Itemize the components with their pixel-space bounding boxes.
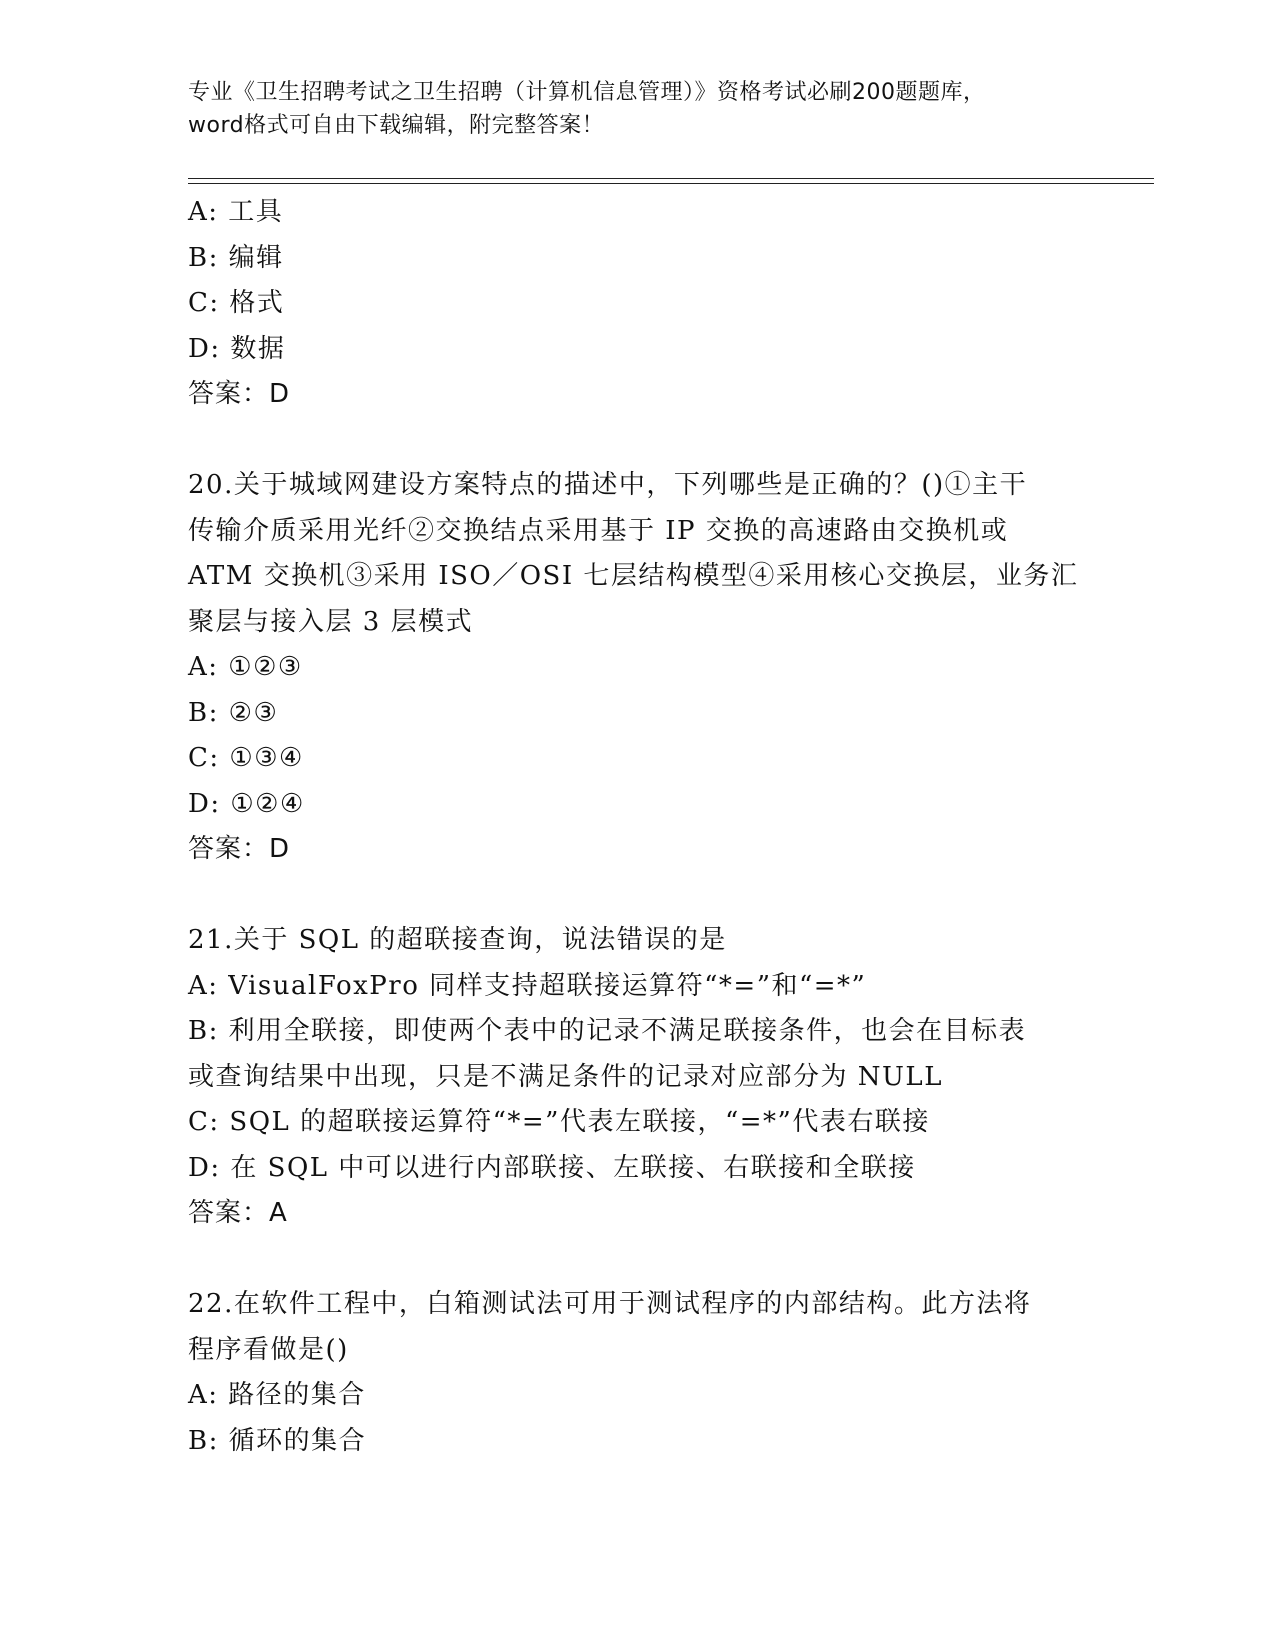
q22-option-a: A: 路径的集合 bbox=[188, 1380, 366, 1410]
question-22 bbox=[188, 1282, 1088, 1464]
q22-option-b: B: 循环的集合 bbox=[188, 1425, 367, 1456]
q21-option-c: C: SQL 的超联接运算符“*=”代表左联接，“=*”代表右联接 bbox=[188, 1107, 930, 1137]
q20-stem bbox=[188, 463, 1088, 645]
q19-option-b: B: 编辑 bbox=[188, 242, 284, 273]
question-19 bbox=[188, 190, 1088, 418]
q20-option-b: B: ②③ bbox=[188, 697, 279, 728]
q21-answer: 答案：A bbox=[188, 1198, 288, 1228]
q19-answer: 答案：D bbox=[188, 379, 291, 409]
header-divider-top bbox=[188, 178, 1154, 179]
q20-answer: 答案：D bbox=[188, 834, 291, 864]
q22-stem bbox=[188, 1282, 1088, 1373]
header-line-2: word格式可自由下载编辑，附完整答案！ bbox=[188, 113, 605, 138]
q20-stem-line-4: 聚层与接入层 3 层模式 bbox=[188, 606, 474, 637]
q22-stem-line-2: 程序看做是() bbox=[188, 1334, 349, 1365]
q20-option-d: D: ①②④ bbox=[188, 788, 305, 819]
header-line-1: 专业《卫生招聘考试之卫生招聘（计算机信息管理）》资格考试必刷200题题库， bbox=[188, 80, 986, 105]
q21-option-b-continued: 或查询结果中出现，只是不满足条件的记录对应部分为 NULL bbox=[188, 1061, 943, 1092]
q20-stem-line-1: 20.关于城域网建设方案特点的描述中，下列哪些是正确的？()①主干 bbox=[188, 470, 1028, 500]
question-list bbox=[188, 190, 1088, 1464]
spacer bbox=[188, 1237, 1088, 1283]
q22-stem-line-1: 22.在软件工程中，白箱测试法可用于测试程序的内部结构。此方法将 bbox=[188, 1289, 1032, 1319]
q21-stem bbox=[188, 918, 1088, 964]
q21-option-b: B: 利用全联接，即使两个表中的记录不满足联接条件，也会在目标表 bbox=[188, 1016, 1027, 1046]
q21-option-d: D: 在 SQL 中可以进行内部联接、左联接、右联接和全联接 bbox=[188, 1152, 916, 1183]
q19-option-d: D: 数据 bbox=[188, 333, 286, 364]
q21-stem-line-1: 21.关于 SQL 的超联接查询，说法错误的是 bbox=[188, 925, 727, 955]
q19-option-c: C: 格式 bbox=[188, 288, 285, 318]
header-divider-bottom bbox=[188, 183, 1154, 184]
q20-option-c: C: ①③④ bbox=[188, 743, 304, 773]
question-21 bbox=[188, 918, 1088, 1237]
q20-option-a: A: ①②③ bbox=[188, 652, 303, 682]
q19-option-a: A: 工具 bbox=[188, 197, 284, 227]
spacer bbox=[188, 418, 1088, 464]
document-header bbox=[188, 76, 1088, 142]
q20-stem-line-2: 传输介质采用光纤②交换结点采用基于 IP 交换的高速路由交换机或 bbox=[188, 515, 1009, 546]
q21-option-a: A: VisualFoxPro 同样支持超联接运算符“*=”和“=*” bbox=[188, 970, 867, 1001]
spacer bbox=[188, 873, 1088, 919]
q20-stem-line-3: ATM 交换机③采用 ISO／OSI 七层结构模型④采用核心交换层，业务汇 bbox=[188, 561, 1079, 591]
question-20 bbox=[188, 463, 1088, 873]
